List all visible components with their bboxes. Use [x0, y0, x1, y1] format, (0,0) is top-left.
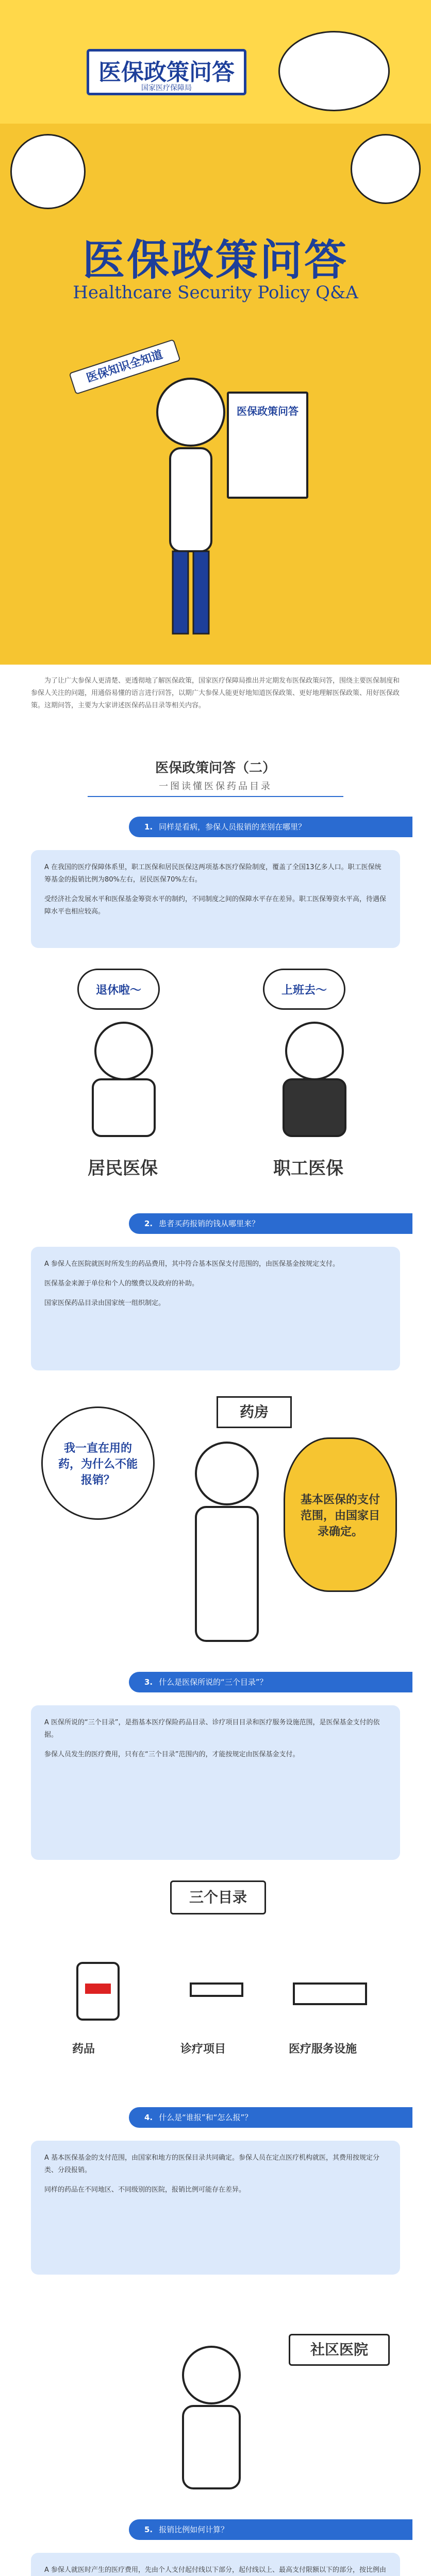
question-4-banner	[129, 2107, 412, 2128]
question-4-number: 4.	[144, 2113, 153, 2122]
book-title: 医保政策问答	[237, 405, 299, 417]
boy-figure-icon	[155, 371, 227, 639]
question-2-text: 患者买药报销的钱从哪里来？	[159, 1219, 260, 1228]
question-3-text: 什么是医保所说的“三个目录”？	[159, 1677, 268, 1687]
question-2-number: 2.	[144, 1219, 153, 1228]
mini-title: 医保政策问答	[98, 59, 235, 86]
answer-bubble: 基本医保的支付范围，由国家目录确定。	[284, 1437, 397, 1592]
answer-2-card	[31, 1247, 400, 1370]
question-cloud-icon	[10, 134, 86, 209]
answer-5-card	[31, 2553, 400, 2576]
answer-1-para-1: A 在我国的医疗保障体系里，职工医保和居民医保这两项基本医疗保险制度，覆盖了全国13亿多人口。职工医保统筹基金的报销比例为80%左右，居民医保70%左右。	[44, 863, 382, 884]
label-diagnosis: 诊疗项目	[180, 2043, 226, 2056]
question-1-number: 1.	[144, 822, 153, 832]
illustration-hospital	[31, 2287, 400, 2504]
question-3-banner	[129, 1672, 412, 1692]
question-4-text: 什么是“谁报”和“怎么报”？	[159, 2113, 253, 2122]
answer-3-card	[31, 1705, 400, 1860]
answer-3-para-1: A 医保所说的“三个目录”，是指基本医疗保险药品目录、诊疗项目目录和医疗服务设施范围，是医保基金支付的依据。	[44, 1719, 380, 1739]
syringe-icon	[180, 1953, 253, 2025]
bubble-work: 上班去～	[263, 969, 345, 1010]
illustration-three-catalogs	[31, 1875, 400, 2092]
answer-4-card	[31, 2141, 400, 2275]
label-drugs: 药品	[72, 2043, 95, 2056]
hero-banner	[0, 0, 431, 665]
patient-figure-icon	[160, 1432, 294, 1649]
laptop-icon	[278, 31, 390, 111]
mini-subtitle: 国家医疗保障局	[141, 84, 192, 92]
three-catalog-sign: 三个目录	[170, 1880, 266, 1914]
pharmacy-sign: 药房	[217, 1396, 292, 1428]
question-5-text: 报销比例如何计算？	[159, 2525, 229, 2534]
answer-2-para-2: 医保基金来源于单位和个人的缴费以及政府的补助。	[44, 1280, 199, 1287]
answer-4-para-1: A 基本医保基金的支付范围，由国家和地方的医保目录共同确定。参保人员在定点医疗机构就医，其费用按规定分类、分段报销。	[44, 2154, 380, 2174]
hero-english-title: Healthcare Security Policy Q&A	[73, 282, 358, 303]
illustration-pharmacy	[31, 1386, 400, 1654]
label-employee: 职工医保	[273, 1158, 343, 1179]
section-divider	[88, 796, 343, 797]
patient-thinking-icon	[155, 2339, 268, 2494]
answer-4-para-2: 同样的药品在不同地区、不同级别的医院，报销比例可能存在差异。	[44, 2186, 246, 2194]
mini-logo-box	[87, 49, 246, 95]
thinking-cloud-icon	[351, 134, 421, 204]
answer-1-card	[31, 850, 400, 948]
question-bubble: 我一直在用的药，为什么不能报销？	[41, 1406, 155, 1520]
bubble-retired: 退休啦～	[77, 969, 160, 1010]
illustration-resident-employee	[31, 963, 400, 1195]
answer-1-para-2: 受经济社会发展水平和医保基金筹资水平的制约，不同制度之间的保障水平存在差异。职工医保筹资水平高，待遇保障水平也相应较高。	[44, 895, 387, 916]
question-1-text: 同样是看病，参保人员报销的差别在哪里？	[159, 822, 306, 832]
question-5-banner	[129, 2519, 412, 2540]
hospital-bed-icon	[289, 1953, 371, 2025]
hero-title: 医保政策问答	[82, 236, 349, 285]
elderly-figure-icon	[62, 1015, 186, 1139]
answer-5-para-1: A 参保人就医时产生的医疗费用，先由个人支付起付线以下部分，起付线以上、最高支付限额以下的部分，按比例由	[44, 2566, 387, 2574]
medicine-bottle-icon	[62, 1953, 134, 2025]
label-facilities: 医疗服务设施	[289, 2043, 357, 2056]
hero-tag: 医保知识全知道	[69, 339, 180, 395]
label-resident: 居民医保	[88, 1158, 158, 1179]
answer-3-para-2: 参保人员发生的医疗费用，只有在“三个目录”范围内的，才能按规定由医保基金支付。	[44, 1751, 300, 1758]
intro-text: 为了让广大参保人更清楚、更透彻地了解医保政策，国家医疗保障局推出并定期发布医保政策问答，围绕主要医保制度和参保人关注的问题，用通俗易懂的语言进行回答，以期广大参保人能更好地知道医保政策、更好地理解医保政策、用好医保政策。这期问答，主要为大家讲述医保药品目录等相关内容。	[31, 677, 400, 709]
answer-2-para-1: A 参保人在医院就医时所发生的药品费用，其中符合基本医保支付范围的，由医保基金按规定支付。	[44, 1260, 340, 1268]
community-hospital-sign: 社区医院	[289, 2334, 390, 2366]
office-worker-icon	[253, 1015, 376, 1139]
section-title: 医保政策问答（二）	[155, 760, 276, 776]
question-2-banner	[129, 1213, 412, 1234]
question-1-banner	[129, 817, 412, 837]
policy-book-icon	[227, 392, 308, 499]
section-subtitle: 一图读懂医保药品目录	[159, 781, 272, 792]
question-5-number: 5.	[144, 2525, 153, 2534]
answer-2-para-3: 国家医保药品目录由国家统一组织制定。	[44, 1299, 165, 1307]
question-3-number: 3.	[144, 1677, 153, 1687]
